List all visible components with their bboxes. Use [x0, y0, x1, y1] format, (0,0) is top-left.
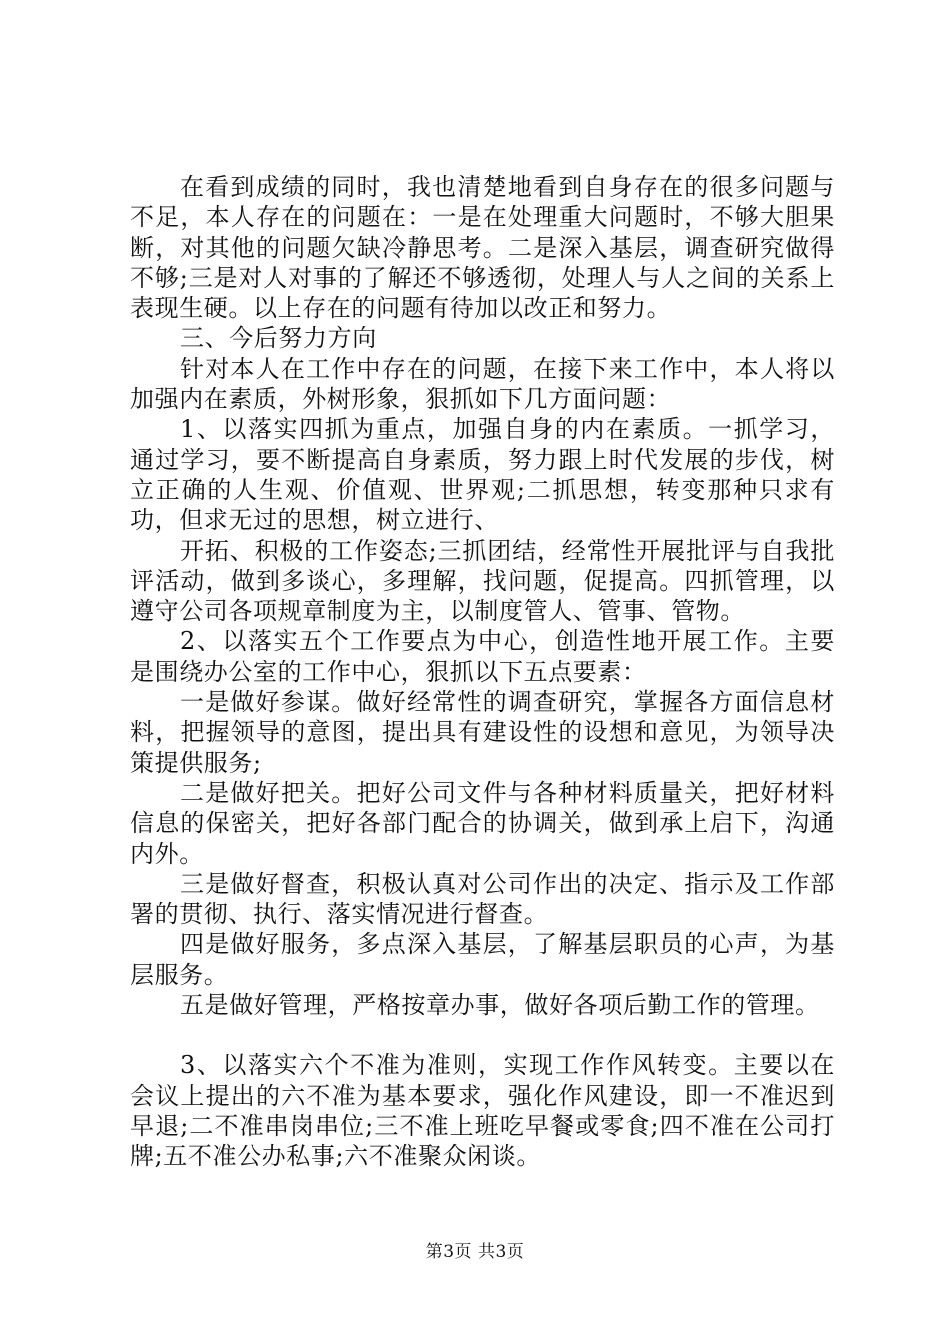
paragraph-point-1: 一是做好参谋。做好经常性的调查研究，掌握各方面信息材料，把握领导的意图，提出具有建设性的设想和意见，为领导决策提供服务;: [130, 688, 835, 777]
paragraph-item-1: 1、以落实四抓为重点，加强自身的内在素质。一抓学习，通过学习，要不断提高自身素质，努力跟上时代发展的步伐，树立正确的人生观、价值观、世界观;二抓思想，转变那种只求有功，但求无过的思想，树立进行、: [130, 415, 835, 535]
paragraph-point-5: 五是做好管理，严格按章办事，做好各项后勤工作的管理。: [180, 991, 820, 1020]
paragraph-item-3: 3、以落实六个不准为准则，实现工作作风转变。主要以在会议上提出的六不准为基本要求，强化作风建设，即一不准迟到早退;二不准串岗串位;三不准上班吃早餐或零食;四不准在公司打牌;五不准公办私事;六不准聚众闲谈。: [130, 1051, 835, 1171]
paragraph-point-2: 二是做好把关。把好公司文件与各种材料质量关，把好材料信息的保密关，把好各部门配合的协调关，做到承上启下，沟通内外。: [130, 778, 835, 868]
paragraph-intro: 针对本人在工作中存在的问题，在接下来工作中，本人将以加强内在素质，外树形象，狠抓如下几方面问题：: [130, 354, 835, 414]
section-heading-future-direction: 三、今后努力方向: [180, 324, 377, 353]
paragraph-gap: [130, 1020, 835, 1050]
paragraph-problems: 在看到成绩的同时，我也清楚地看到自身存在的很多问题与不足，本人存在的问题在：一是在处理重大问题时，不够大胆果断，对其他的问题欠缺冷静思考。二是深入基层，调查研究做得不够;三是对人对事的了解还不够透彻，处理人与人之间的关系上表现生硬。以上存在的问题有待加以改正和努力。: [130, 173, 835, 323]
document-body: [130, 172, 835, 1172]
paragraph-item-1-continued: 开拓、积极的工作姿态;三抓团结，经常性开展批评与自我批评活动，做到多谈心，多理解，找问题，促提高。四抓管理，以遵守公司各项规章制度为主，以制度管人、管事、管物。: [130, 536, 835, 626]
paragraph-point-4: 四是做好服务，多点深入基层，了解基层职员的心声，为基层服务。: [130, 930, 835, 989]
paragraph-point-3: 三是做好督查，积极认真对公司作出的决定、指示及工作部署的贯彻、执行、落实情况进行督查。: [130, 869, 835, 929]
paragraph-item-2: 2、以落实五个工作要点为中心，创造性地开展工作。主要是围绕办公室的工作中心，狠抓以下五点要素：: [130, 627, 835, 686]
page-footer: 第3页 共3页: [425, 1242, 525, 1262]
